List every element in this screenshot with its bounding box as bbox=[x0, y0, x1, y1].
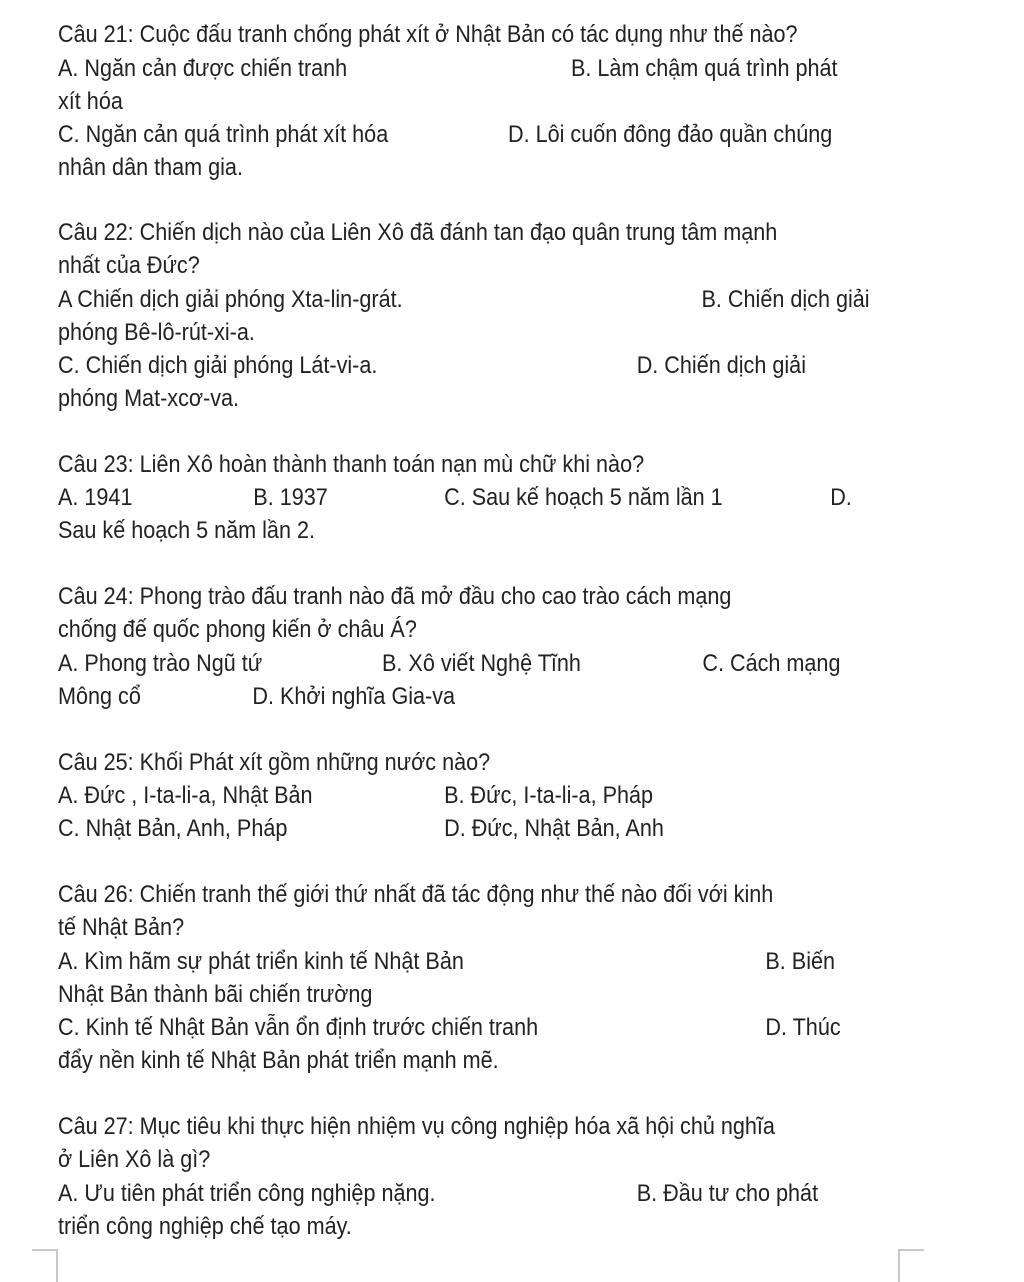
question-23-option-b: B. 1937 bbox=[253, 484, 328, 511]
question-27-option-b-continued: triển công nghiệp chế tạo máy. bbox=[58, 1213, 352, 1240]
question-27-option-b: B. Đầu tư cho phát bbox=[636, 1180, 819, 1207]
question-26-text-line-2: tế Nhật Bản? bbox=[58, 914, 185, 941]
question-22-option-c: C. Chiến dịch giải phóng Lát-vi-a. bbox=[58, 352, 378, 379]
question-27-text-line-1: Câu 27: Mục tiêu khi thực hiện nhiệm vụ công nghiệp hóa xã hội chủ nghĩa bbox=[58, 1113, 775, 1140]
question-23-option-d-continued: Sau kế hoạch 5 năm lần 2. bbox=[58, 517, 315, 544]
question-26-option-a: A. Kìm hãm sự phát triển kinh tế Nhật Bản bbox=[58, 948, 464, 975]
question-26-option-b-continued: Nhật Bản thành bãi chiến trường bbox=[58, 981, 373, 1008]
question-22-option-d-continued: phóng Mat-xcơ-va. bbox=[58, 385, 240, 412]
question-25-text: Câu 25: Khối Phát xít gồm những nước nào? bbox=[58, 749, 491, 776]
question-24-option-c: C. Cách mạng bbox=[702, 650, 841, 677]
question-21-text: Câu 21: Cuộc đấu tranh chống phát xít ở Nhật Bản có tác dụng như thế nào? bbox=[58, 21, 798, 48]
question-25-option-c: C. Nhật Bản, Anh, Pháp bbox=[58, 815, 288, 842]
question-21-option-a: A. Ngăn cản được chiến tranh bbox=[58, 55, 348, 82]
question-21-option-d-continued: nhân dân tham gia. bbox=[58, 154, 243, 181]
question-24-option-b: B. Xô viết Nghệ Tĩnh bbox=[382, 650, 581, 677]
question-25-option-b: B. Đức, I-ta-li-a, Pháp bbox=[444, 782, 654, 809]
question-26-option-d: D. Thúc bbox=[765, 1014, 841, 1041]
question-21-option-b: B. Làm chậm quá trình phát bbox=[571, 55, 838, 82]
question-27-text-line-2: ở Liên Xô là gì? bbox=[58, 1146, 211, 1173]
question-23-text: Câu 23: Liên Xô hoàn thành thanh toán nạn mù chữ khi nào? bbox=[58, 451, 645, 478]
question-24-text-line-1: Câu 24: Phong trào đấu tranh nào đã mở đầu cho cao trào cách mạng bbox=[58, 583, 732, 610]
question-24-option-c-continued: Mông cổ bbox=[58, 683, 141, 710]
question-26-option-b: B. Biến bbox=[765, 948, 836, 975]
question-24-option-d: D. Khởi nghĩa Gia-va bbox=[252, 683, 456, 710]
question-21-option-c: C. Ngăn cản quá trình phát xít hóa bbox=[58, 121, 389, 148]
question-22-option-b-continued: phóng Bê-lô-rút-xi-a. bbox=[58, 319, 255, 346]
question-23-option-c: C. Sau kế hoạch 5 năm lần 1 bbox=[444, 484, 723, 511]
question-24-text-line-2: chống đế quốc phong kiến ở châu Á? bbox=[58, 616, 417, 643]
question-23-option-a: A. 1941 bbox=[58, 484, 133, 511]
question-22-text-line-1: Câu 22: Chiến dịch nào của Liên Xô đã đánh tan đạo quân trung tâm mạnh bbox=[58, 219, 778, 246]
question-26-text-line-1: Câu 26: Chiến tranh thế giới thứ nhất đã tác động như thế nào đối với kinh bbox=[58, 881, 774, 908]
question-22-option-d: D. Chiến dịch giải bbox=[636, 352, 806, 379]
page-corner-mark-right bbox=[898, 1249, 924, 1282]
question-27-option-a: A. Ưu tiên phát triển công nghiệp nặng. bbox=[58, 1180, 436, 1207]
question-26-option-d-continued: đẩy nền kinh tế Nhật Bản phát triển mạnh mẽ. bbox=[58, 1047, 499, 1074]
question-24-option-a: A. Phong trào Ngũ tứ bbox=[58, 650, 263, 677]
question-26-option-c: C. Kinh tế Nhật Bản vẫn ổn định trước chiến tranh bbox=[58, 1014, 539, 1041]
question-22-text-line-2: nhất của Đức? bbox=[58, 252, 200, 279]
question-21-option-b-continued: xít hóa bbox=[58, 88, 123, 115]
question-23-option-d: D. bbox=[830, 484, 852, 511]
question-22-option-a: A Chiến dịch giải phóng Xta-lin-grát. bbox=[58, 286, 403, 313]
question-25-option-d: D. Đức, Nhật Bản, Anh bbox=[444, 815, 664, 842]
question-21-option-d: D. Lôi cuốn đông đảo quần chúng bbox=[508, 121, 833, 148]
question-22-option-b: B. Chiến dịch giải bbox=[701, 286, 870, 313]
question-25-option-a: A. Đức , I-ta-li-a, Nhật Bản bbox=[58, 782, 313, 809]
page-corner-mark-left bbox=[32, 1249, 58, 1282]
